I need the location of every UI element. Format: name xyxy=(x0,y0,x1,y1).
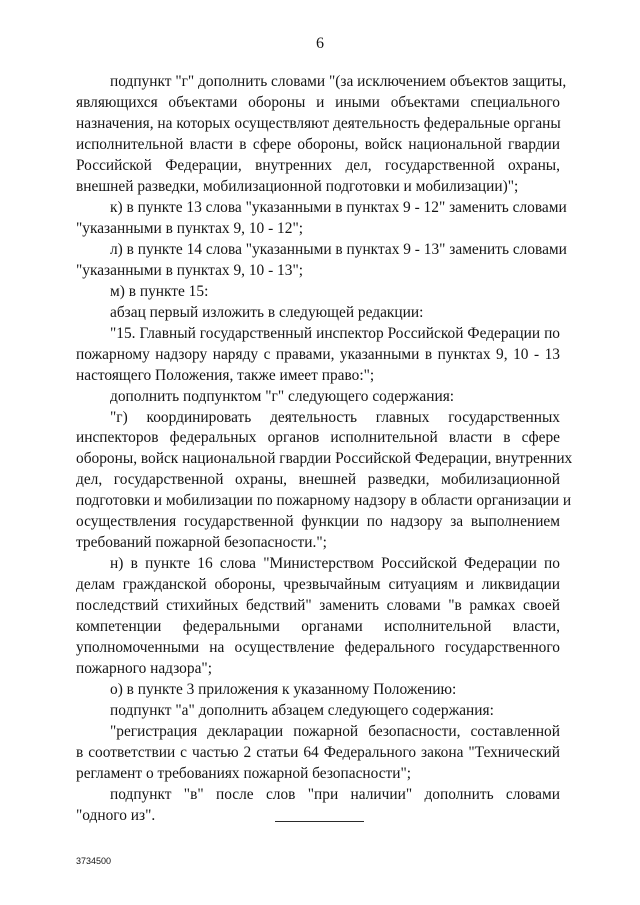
text-line: подпункт "а" дополнить абзацем следующего содержания: xyxy=(110,702,494,720)
document-code: 3734500 xyxy=(76,856,112,866)
text-line: настоящего Положения, также имеет право:"; xyxy=(76,366,375,384)
text-line: абзац первый изложить в следующей редакции: xyxy=(110,303,424,321)
text-line: к) в пункте 13 слова "указанными в пунктах 9 - 12" заменить словами xyxy=(110,198,567,216)
text-line: "одного из". xyxy=(76,806,156,824)
text-line: последствий стихийных бедствий" заменить словами "в рамках своей xyxy=(76,597,560,615)
text-line: н) в пункте 16 слова "Министерством Российской Федерации по xyxy=(110,555,560,573)
text-line: дополнить подпунктом "г" следующего содержания: xyxy=(110,387,455,405)
text-line: Российской Федерации, внутренних дел, государственной охраны, xyxy=(76,156,560,174)
page-number: 6 xyxy=(316,35,324,52)
text-line: инспекторов федеральных органов исполнительной власти в сфере xyxy=(76,429,560,447)
text-line: являющихся объектами обороны и иными объектами специального xyxy=(76,93,560,111)
text-line: требований пожарной безопасности."; xyxy=(76,534,327,552)
text-line: подпункт "в" после слов "при наличии" дополнить словами xyxy=(110,785,560,803)
text-line: делам гражданской обороны, чрезвычайным ситуациям и ликвидации xyxy=(76,576,560,594)
text-line: регламент о требованиях пожарной безопасности"; xyxy=(76,764,412,782)
document-body xyxy=(76,72,573,827)
text-line: "указанными в пунктах 9, 10 - 13"; xyxy=(76,261,303,279)
text-line: осуществления государственной функции по надзору за выполнением xyxy=(76,513,560,531)
text-line: в соответствии с частью 2 статьи 64 Федерального закона "Технический xyxy=(76,744,560,761)
text-line: внешней разведки, мобилизационной подготовки и мобилизации)"; xyxy=(76,177,519,195)
text-line: пожарному надзору наряду с правами, указанными в пунктах 9, 10 - 13 xyxy=(76,345,560,363)
text-line: "регистрация декларации пожарной безопасности, составленной xyxy=(110,723,560,741)
text-line: исполнительной власти в сфере обороны, войск национальной гвардии xyxy=(76,135,560,153)
text-line: дел, государственной охраны, внешней разведки, мобилизационной xyxy=(76,471,560,489)
text-line: м) в пункте 15: xyxy=(110,282,209,300)
text-line: компетенции федеральными органами исполнительной власти, xyxy=(76,618,560,636)
text-line: подпункт "г" дополнить словами "(за исключением объектов защиты, xyxy=(110,73,567,90)
text-line: назначения, на которых осуществляют деятельность федеральные органы xyxy=(76,114,561,132)
text-line: пожарного надзора"; xyxy=(76,660,212,678)
text-line: подготовки и мобилизации по пожарному надзору в области организации и xyxy=(76,492,572,510)
text-line: "указанными в пунктах 9, 10 - 12"; xyxy=(76,219,303,237)
text-line: уполномоченными на осуществление федерального государственного xyxy=(76,639,560,657)
text-line: о) в пункте 3 приложения к указанному Положению: xyxy=(110,681,457,699)
text-line: обороны, войск национальной гвардии Российской Федерации, внутренних xyxy=(76,450,573,468)
text-line: л) в пункте 14 слова "указанными в пунктах 9 - 13" заменить словами xyxy=(110,240,567,258)
text-line: "15. Главный государственный инспектор Российской Федерации по xyxy=(110,324,560,342)
text-line: "г) координировать деятельность главных государственных xyxy=(110,408,560,426)
footnote-separator xyxy=(275,821,364,822)
